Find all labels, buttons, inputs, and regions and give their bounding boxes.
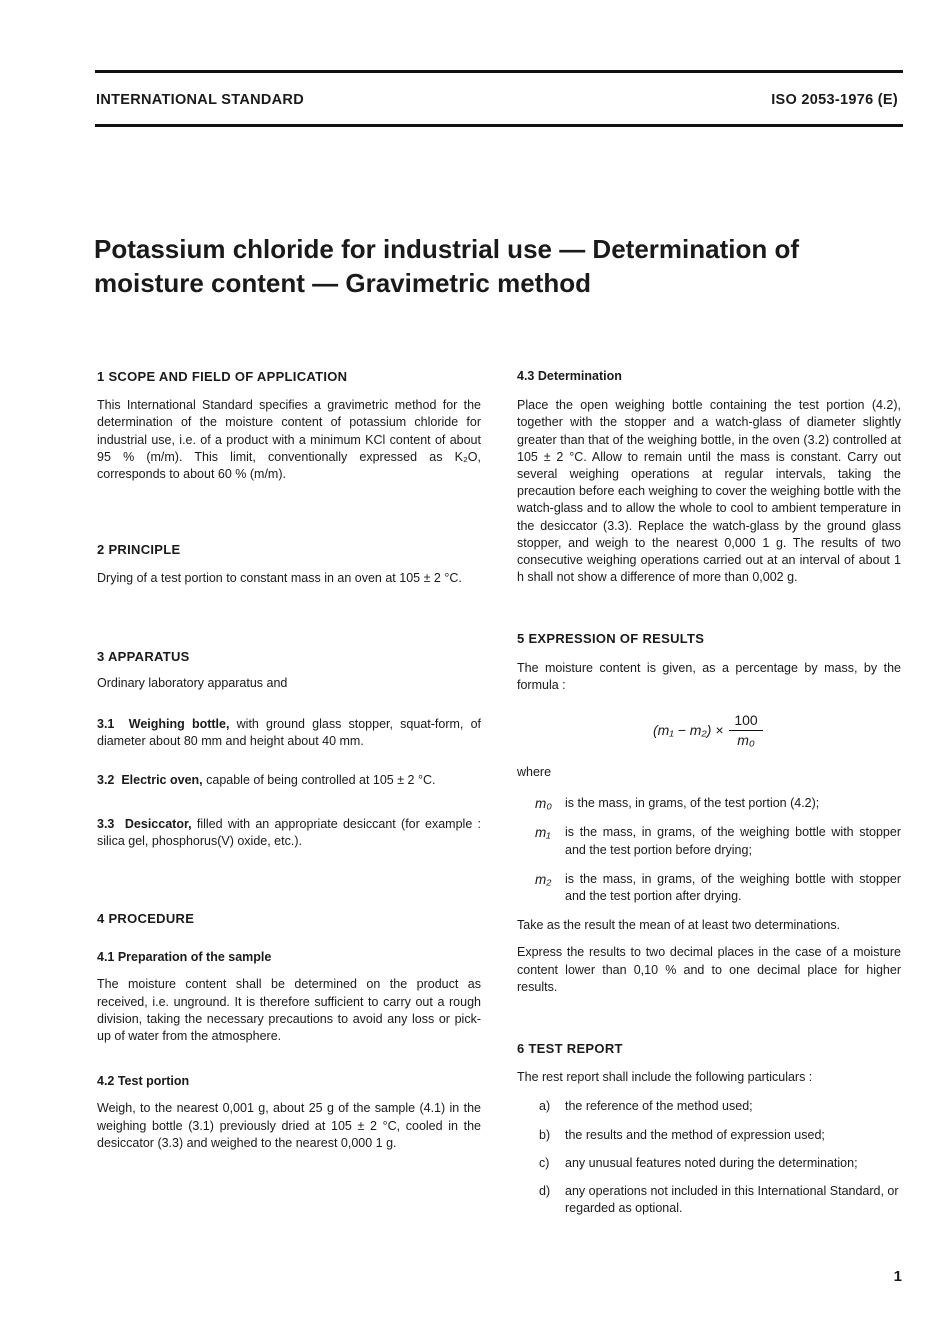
header-left: INTERNATIONAL STANDARD: [96, 92, 304, 108]
item-3-2-name: Electric oven,: [121, 773, 203, 788]
item-3-1-name: Weighing bottle,: [128, 717, 230, 732]
header-right: ISO 2053-1976 (E): [771, 92, 898, 108]
report-item-a-label: a): [539, 1099, 551, 1114]
definition-m2: [535, 871, 901, 905]
header-rule: [95, 124, 903, 127]
item-3-3-text: filled with an appropriate desiccant (for example : silica gel, phosphorus(V) oxide, etc.).: [97, 816, 482, 848]
section-4-3-heading: 4.3 Determination: [517, 369, 622, 383]
definition-m1-symbol: m₁: [535, 825, 551, 841]
section-3-heading: 3 APPARATUS: [97, 648, 190, 664]
definition-m1: [535, 824, 901, 858]
report-item-c: [539, 1155, 901, 1172]
section-4-2-heading: 4.2 Test portion: [97, 1074, 190, 1089]
section-4-1-heading: 4.1 Preparation of the sample: [97, 950, 272, 965]
section-3-intro: Ordinary laboratory apparatus and: [97, 675, 288, 690]
item-3-1: [97, 716, 481, 750]
definition-m2-symbol: m₂: [535, 871, 552, 887]
section-2-heading: 2 PRINCIPLE: [97, 542, 181, 558]
report-item-c-text: any unusual features noted during the determination;: [565, 1155, 858, 1170]
left-column: [97, 368, 481, 1152]
item-3-3-num: 3.3: [97, 816, 115, 831]
top-rule: [95, 70, 903, 73]
section-1-heading: 1 SCOPE AND FIELD OF APPLICATION: [97, 369, 348, 384]
report-item-a-text: the reference of the method used;: [565, 1099, 753, 1114]
where-label: where: [517, 765, 552, 780]
report-item-b-label: b): [539, 1127, 551, 1142]
section-6-heading: 6 TEST REPORT: [517, 1041, 623, 1057]
formula-fraction: [729, 710, 763, 749]
report-item-d: [539, 1183, 901, 1217]
report-item-b: [539, 1127, 901, 1144]
section-4-3-text: Place the open weighing bottle containing the test portion (4.2), together with the stopper and a watch-glass of diameter slightly greater than that of the weighing bottle, in the oven (3.2) controlled at 105 ± 2 °C. Allow to remain until the mass is constant. Carry out several weighing operations at regular intervals, taking the precaution before each weighing to cover the weighing bottle with the watch-glass and to allow the whole to cool to ambient temperature in the desiccator (3.3). Replace the watch-glass by the ground glass stopper, and weigh to the nearest 0,000 1 g. The results of two consecutive weighing operations carried out at an interval of about 1 h shall not show a difference of more than 0,002 g.: [517, 398, 901, 585]
definition-m0: [535, 795, 901, 812]
item-3-2-text: capable of being controlled at 105 ± 2 °C.: [202, 773, 436, 788]
formula-numerator: 100: [729, 710, 763, 731]
report-item-b-text: the results and the method of expression used;: [565, 1127, 825, 1142]
section-1-text: This International Standard specifies a gravimetric method for the determination of the moisture content of potassium chloride for industrial use, i.e. of a product with a minimum KCl content of about 95 % (m/m). This limit, conventionally expressed as K₂O, corresponds to about 60 % (m/m).: [97, 398, 481, 482]
section-5-intro: The moisture content is given, as a percentage by mass, by the formula :: [517, 660, 901, 692]
section-4-heading: 4 PROCEDURE: [97, 911, 195, 927]
definition-m0-symbol: m₀: [535, 796, 552, 812]
section-4-1-text: The moisture content shall be determined on the product as received, i.e. unground. It is therefore sufficient to carry out a rough division, taking the necessary precautions to avoid any loss or pick-up of water from the atmosphere.: [97, 977, 481, 1044]
section-6-intro: The rest report shall include the following particulars :: [517, 1070, 813, 1085]
formula-denominator: m₀: [737, 732, 755, 749]
definition-m0-text: is the mass, in grams, of the test portion (4.2);: [565, 796, 820, 811]
formula-lhs: (m₁ − m₂) ×: [653, 722, 724, 739]
report-item-c-label: c): [539, 1155, 550, 1170]
report-item-d-label: d): [539, 1184, 551, 1199]
report-item-d-text: any operations not included in this International Standard, or regarded as optional.: [565, 1184, 899, 1216]
right-column: [517, 368, 901, 1218]
section-4-2-text: Weigh, to the nearest 0,001 g, about 25 g of the sample (4.1) in the weighing bottle (3.1) previously dried at 105 ± 2 °C, cooled in the desiccator (3.3) and weighed to the nearest 0,000 1 g.: [97, 1101, 481, 1150]
definition-m1-text: is the mass, in grams, of the weighing bottle with stopper and the test portion before drying;: [565, 825, 901, 857]
page-number: 1: [893, 1268, 902, 1285]
item-3-3-name: Desiccator,: [124, 816, 192, 831]
moisture-formula: [517, 710, 901, 756]
section-5-result-mean: Take as the result the mean of at least two determinations.: [517, 918, 841, 933]
item-3-1-num: 3.1: [97, 717, 115, 732]
item-3-1-text: with ground glass stopper, squat-form, of diameter about 80 mm and height about 40 mm.: [97, 717, 481, 749]
section-2-text: Drying of a test portion to constant mass in an oven at 105 ± 2 °C.: [97, 571, 462, 586]
item-3-2-num: 3.2: [97, 773, 115, 788]
item-3-2: [97, 772, 481, 789]
document-title: Potassium chloride for industrial use — Determination of moisture content — Gravimetric method: [94, 234, 799, 298]
report-item-a: [539, 1098, 901, 1115]
definition-m2-text: is the mass, in grams, of the weighing bottle with stopper and the test portion after drying.: [565, 871, 901, 904]
section-5-decimal-places: Express the results to two decimal places in the case of a moisture content lower than 0,10 % and to one decimal place for higher results.: [517, 945, 901, 994]
section-5-heading: 5 EXPRESSION OF RESULTS: [517, 631, 705, 647]
item-3-3: [97, 816, 481, 850]
